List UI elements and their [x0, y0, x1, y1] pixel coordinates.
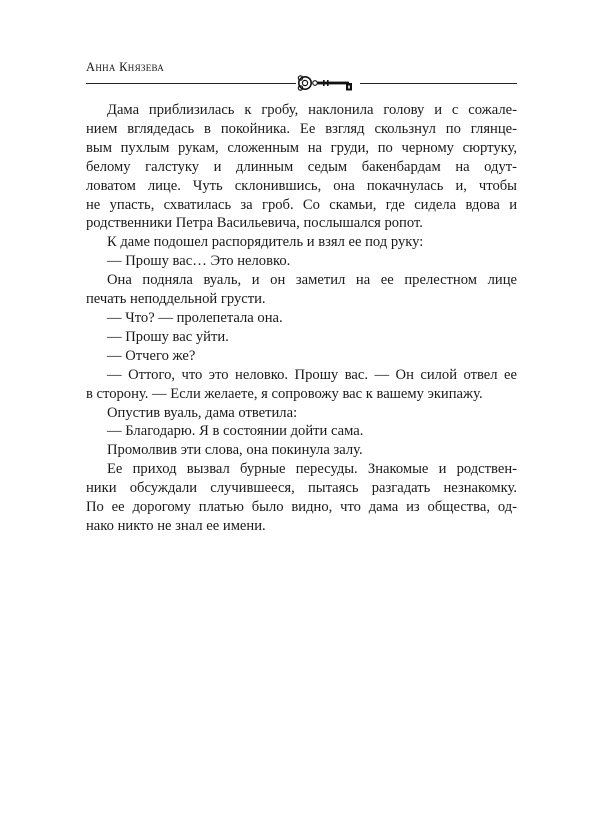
- text-line: ники обсуждали случившееся, пытаясь разгадать незнакомку.: [86, 480, 517, 497]
- text-line: вым пухлым рукам, сложенным на груди, по черному сюртуку,: [86, 139, 517, 156]
- text-line: К даме подошел распорядитель и взял ее под руку:: [107, 234, 424, 251]
- text-line: — Оттого, что это неловко. Прошу вас. — Он силой отвел ее: [107, 366, 517, 383]
- text-line: — Прошу вас… Это неловко.: [107, 253, 291, 270]
- paragraph: [86, 233, 517, 252]
- text-line: Промолвив эти слова, она покинула залу.: [107, 442, 363, 459]
- text-line: Она подняла вуаль, и он заметил на ее прелестном лице: [107, 272, 517, 289]
- paragraph: [86, 252, 517, 271]
- text-line: По ее дорогому платью было видно, что дама из общества, од-: [86, 499, 517, 516]
- text-line: — Что? — пролепетала она.: [107, 309, 283, 326]
- paragraph: [86, 422, 517, 441]
- paragraph: [86, 366, 517, 404]
- text-line: Опустив вуаль, дама ответила:: [107, 404, 298, 421]
- running-header: [86, 58, 517, 98]
- paragraph: [86, 404, 517, 423]
- paragraph: [86, 271, 517, 309]
- paragraph: [86, 101, 517, 233]
- author-name: Анна Князева: [86, 60, 165, 74]
- key-ornament-icon: [296, 73, 360, 93]
- text-line: печать неподдельной грусти.: [86, 291, 266, 308]
- text-line: в сторону. — Если желаете, я сопровожу вас к вашему экипажу.: [86, 385, 483, 402]
- text-line: Дама приблизилась к гробу, наклонила голову и с сожале-: [107, 102, 517, 118]
- text-line: — Благодарю. Я в состоянии дойти сама.: [107, 423, 364, 440]
- text-line: ловатом лице. Чуть склонившись, она покачнулась и, чтобы: [86, 177, 517, 194]
- body-text: [86, 101, 517, 536]
- paragraph: [86, 460, 517, 536]
- paragraph: [86, 347, 517, 366]
- text-line: родственники Петра Васильевича, послышался ропот.: [86, 215, 423, 232]
- paragraph: [86, 328, 517, 347]
- paragraph: [86, 309, 517, 328]
- text-line: — Отчего же?: [107, 347, 196, 364]
- text-line: белому галстуку и длинным седым бакенбардам на одут-: [86, 158, 517, 175]
- text-line: не упасть, схватилась за гроб. Со скамьи, где сидела вдова и: [86, 196, 517, 213]
- paragraph: [86, 441, 517, 460]
- text-line: нием вглядедась в покойника. Ее взгляд скользнул по глянце-: [86, 120, 517, 137]
- text-line: — Прошу вас уйти.: [107, 328, 229, 345]
- text-line: нако никто не знал ее имени.: [86, 517, 266, 534]
- text-line: Ее приход вызвал бурные пересуды. Знакомые и родствен-: [107, 461, 517, 478]
